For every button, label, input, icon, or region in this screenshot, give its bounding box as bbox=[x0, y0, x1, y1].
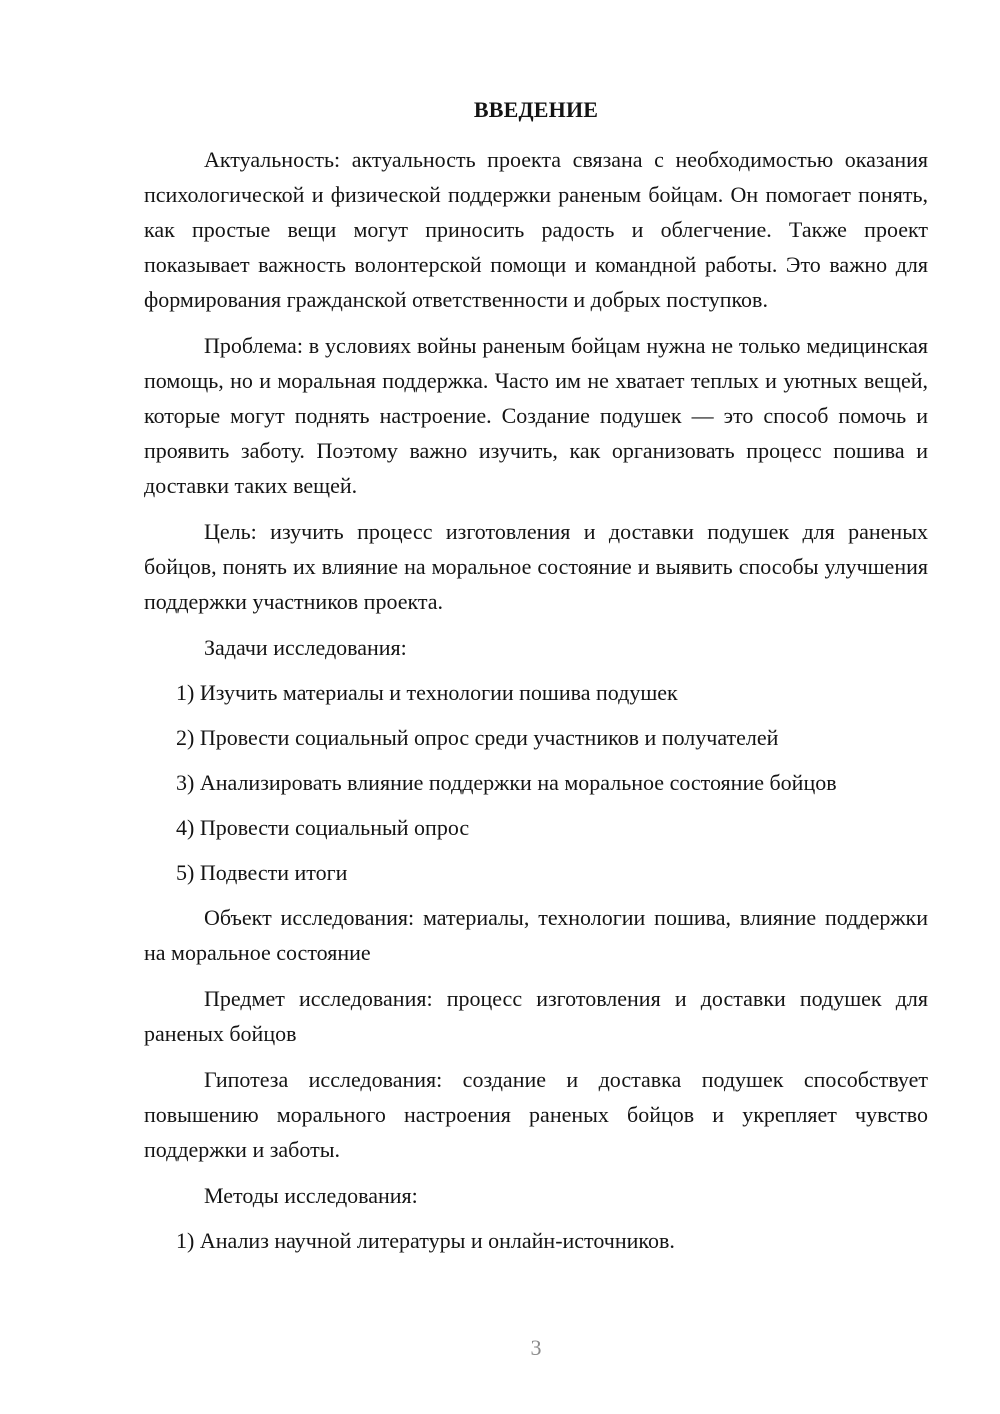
list-item: 1) Изучить материалы и технологии пошива подушек bbox=[176, 680, 678, 705]
list-item: 1) Анализ научной литературы и онлайн-источников. bbox=[176, 1228, 675, 1253]
paragraph-object: Объект исследования: материалы, технологии пошива, влияние поддержки на моральное состояние bbox=[144, 905, 928, 965]
list-item: 5) Подвести итоги bbox=[176, 860, 348, 885]
page-number: 3 bbox=[530, 1335, 542, 1360]
list-item: 2) Провести социальный опрос среди участников и получателей bbox=[176, 725, 779, 750]
paragraph-goal: Цель: изучить процесс изготовления и доставки подушек для раненых бойцов, понять их влияние на моральное состояние и выявить способы улучшения поддержки участников проекта. bbox=[144, 519, 928, 614]
list-item: 4) Провести социальный опрос bbox=[176, 815, 470, 840]
document-body bbox=[144, 142, 928, 1268]
methods-list bbox=[144, 1223, 928, 1258]
paragraph-problem: Проблема: в условиях войны раненым бойцам нужна не только медицинская помощь, но и моральная поддержка. Часто им не хватает теплых и уютных вещей, которые могут поднять настроение. Создание подушек — это способ помочь и проявить заботу. Поэтому важно изучить, как организовать процесс пошива и доставки таких вещей. bbox=[144, 333, 928, 498]
list-item: 3) Анализировать влияние поддержки на моральное состояние бойцов bbox=[176, 770, 837, 795]
page-title: ВВЕДЕНИЕ bbox=[473, 97, 599, 122]
paragraph-subject: Предмет исследования: процесс изготовления и доставки подушек для раненых бойцов bbox=[144, 986, 928, 1046]
paragraph-relevance: Актуальность: актуальность проекта связана с необходимостью оказания психологической и физической поддержки раненым бойцам. Он помогает понять, как простые вещи могут приносить радость и облегчение. Также проект показывает важность волонтерской помощи и командной работы. Это важно для формирования гражданской ответственности и добрых поступков. bbox=[144, 147, 928, 312]
tasks-list bbox=[144, 675, 928, 890]
methods-heading: Методы исследования: bbox=[204, 1183, 418, 1208]
tasks-heading: Задачи исследования: bbox=[204, 635, 407, 660]
paragraph-hypothesis: Гипотеза исследования: создание и доставка подушек способствует повышению морального настроения раненых бойцов и укрепляет чувство поддержки и заботы. bbox=[144, 1067, 928, 1162]
